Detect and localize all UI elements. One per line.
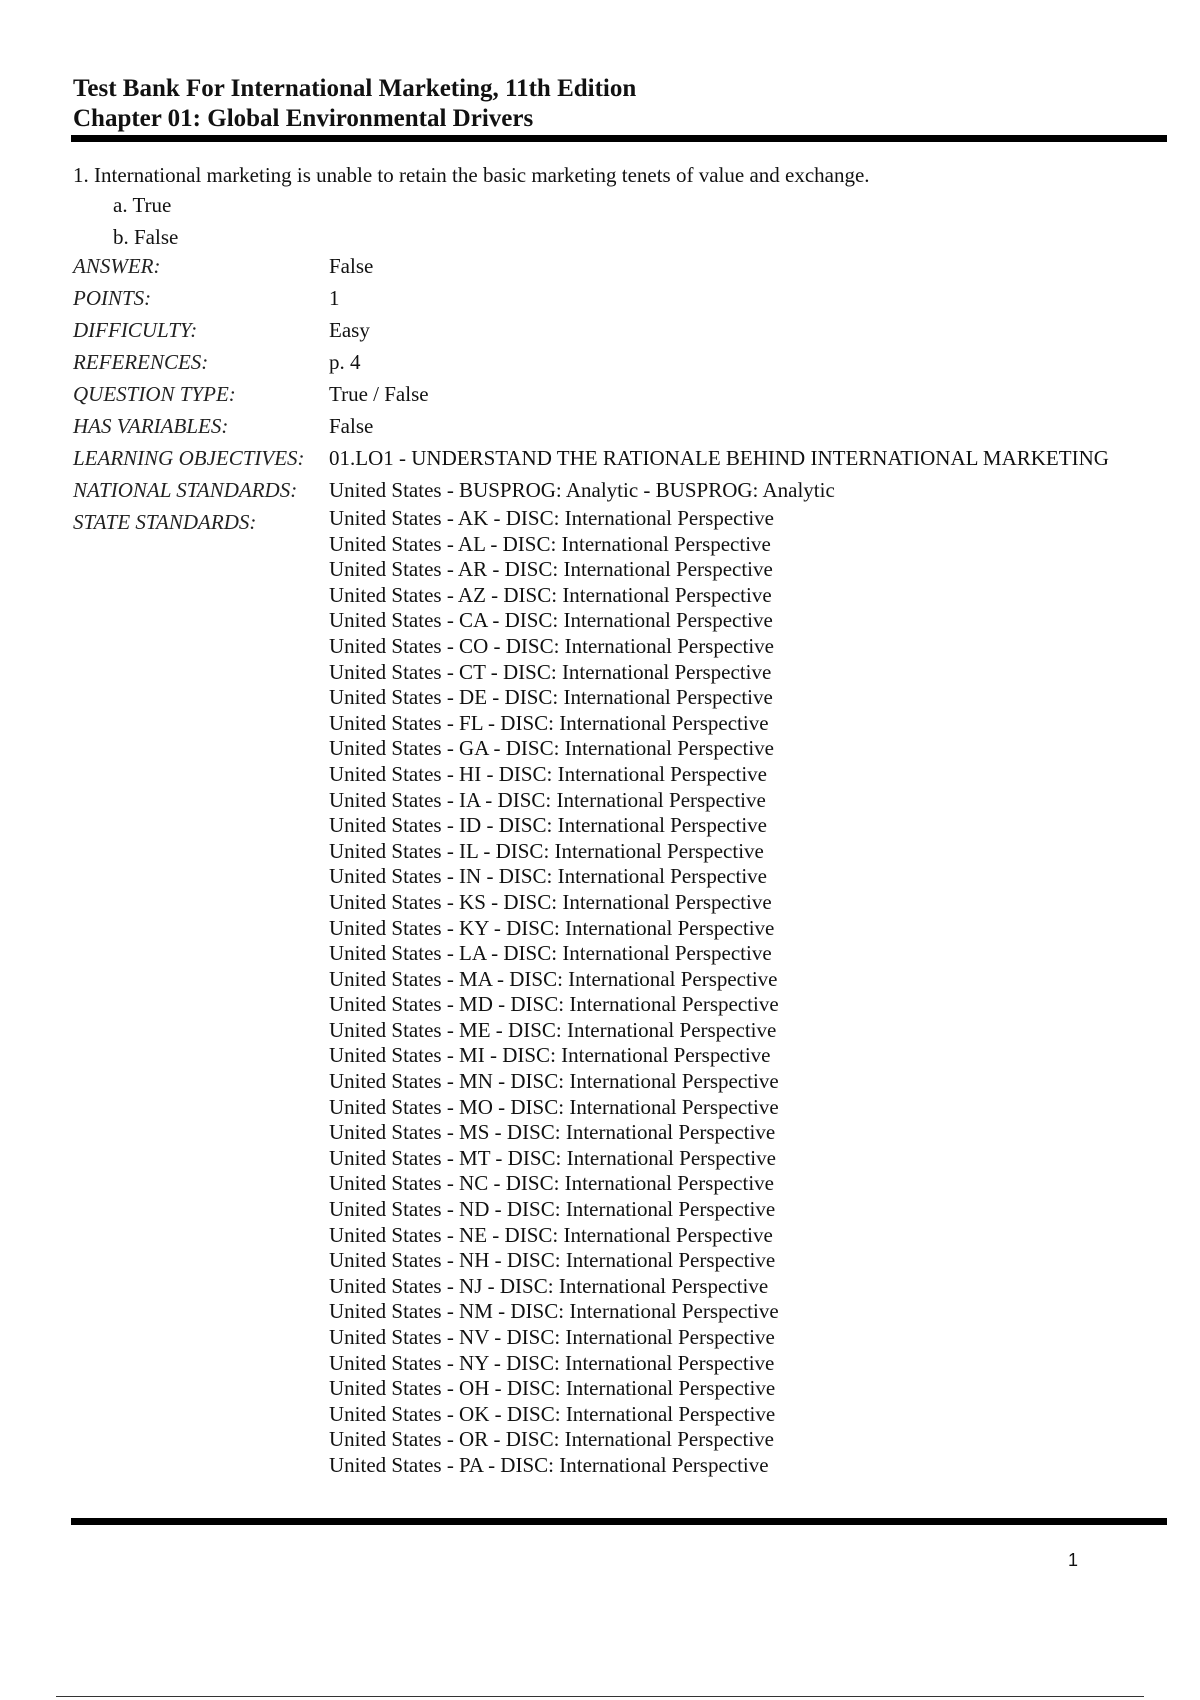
state-standard-item: United States - GA - DISC: International Perspective: [329, 736, 774, 761]
state-standards-list: [329, 506, 779, 1479]
state-standard-item: United States - FL - DISC: International Perspective: [329, 710, 769, 735]
state-standard-item: United States - MD - DISC: International Perspective: [329, 992, 779, 1017]
state-standard-item: United States - HI - DISC: International Perspective: [329, 761, 767, 786]
page-number: 1: [1068, 1550, 1079, 1570]
meta-label: POINTS:: [73, 286, 152, 310]
state-standard-item: United States - OH - DISC: International Perspective: [329, 1376, 776, 1401]
meta-value: False: [329, 254, 374, 278]
state-standard-item: United States - MN - DISC: International Perspective: [329, 1069, 779, 1094]
state-standard-item: United States - NV - DISC: International Perspective: [329, 1325, 775, 1349]
state-standard-item: United States - KS - DISC: International Perspective: [329, 889, 772, 914]
meta-has-variables: [73, 410, 1109, 442]
state-standard-item: United States - CT - DISC: International Perspective: [329, 659, 772, 684]
state-standard-item: United States - AZ - DISC: International Perspective: [329, 582, 772, 607]
meta-label: DIFFICULTY:: [73, 318, 198, 342]
meta-value: Easy: [329, 318, 370, 342]
state-standard-item: United States - CO - DISC: International Perspective: [329, 633, 774, 658]
document-header: [73, 74, 1165, 134]
state-standard-item: United States - MS - DISC: International Perspective: [329, 1120, 776, 1145]
state-standard-item: United States - DE - DISC: International Perspective: [329, 685, 773, 710]
meta-label: QUESTION TYPE:: [73, 382, 236, 406]
state-standard-item: United States - NC - DISC: International Perspective: [329, 1171, 774, 1196]
footer-divider: [71, 1518, 1167, 1525]
choice-false: b. False: [113, 225, 179, 249]
meta-label: STATE STANDARDS:: [73, 510, 257, 534]
meta-learning-objectives: [73, 442, 1109, 474]
meta-points: [73, 282, 1109, 314]
meta-value: True / False: [329, 382, 429, 406]
state-standard-item: United States - IN - DISC: International Perspective: [329, 864, 767, 889]
meta-question-type: [73, 378, 1109, 410]
question-metadata: [73, 250, 1109, 538]
state-standard-item: United States - CA - DISC: International Perspective: [329, 608, 773, 633]
state-standard-item: United States - MO - DISC: International Perspective: [329, 1094, 779, 1119]
state-standard-item: United States - MT - DISC: International Perspective: [329, 1145, 776, 1170]
state-standard-item: United States - ME - DISC: International Perspective: [329, 1017, 777, 1042]
meta-value: p. 4: [329, 350, 361, 374]
state-standard-item: United States - AL - DISC: International Perspective: [329, 531, 771, 556]
state-standard-item: United States - OR - DISC: International Perspective: [329, 1427, 774, 1452]
meta-label: ANSWER:: [73, 254, 161, 278]
state-standard-item: United States - NJ - DISC: International Perspective: [329, 1273, 769, 1298]
document-title: Test Bank For International Marketing, 11th Edition: [73, 75, 637, 102]
state-standard-item: United States - OK - DISC: International Perspective: [329, 1401, 776, 1426]
page-edge-line: [56, 1696, 1144, 1697]
state-standard-item: United States - PA - DISC: International Perspective: [329, 1452, 769, 1477]
state-standard-item: United States - KY - DISC: International Perspective: [329, 915, 775, 940]
state-standard-item: United States - NE - DISC: International Perspective: [329, 1222, 773, 1247]
state-standard-item: United States - IL - DISC: International Perspective: [329, 838, 764, 863]
header-divider: [71, 135, 1167, 142]
meta-label: NATIONAL STANDARDS:: [73, 478, 298, 502]
state-standard-item: United States - AR - DISC: International Perspective: [329, 557, 773, 582]
state-standard-item: United States - IA - DISC: International Perspective: [329, 787, 766, 812]
meta-label: HAS VARIABLES:: [73, 414, 229, 438]
question-text: 1. International marketing is unable to retain the basic marketing tenets of value and exchange.: [73, 163, 870, 187]
meta-label: REFERENCES:: [73, 350, 209, 374]
meta-difficulty: [73, 314, 1109, 346]
meta-value: United States - BUSPROG: Analytic - BUSPROG: Analytic: [329, 478, 835, 502]
state-standard-item: United States - LA - DISC: International Perspective: [329, 941, 772, 966]
chapter-title: Chapter 01: Global Environmental Drivers: [73, 105, 534, 132]
state-standard-item: United States - MI - DISC: International Perspective: [329, 1043, 771, 1068]
state-standard-item: United States - MA - DISC: International Perspective: [329, 966, 778, 991]
meta-value: 01.LO1 - UNDERSTAND THE RATIONALE BEHIND INTERNATIONAL MARKETING: [329, 446, 1109, 470]
choice-true: a. True: [113, 193, 172, 217]
answer-choices: [113, 189, 178, 253]
state-standard-item: United States - NH - DISC: International Perspective: [329, 1248, 776, 1273]
meta-references: [73, 346, 1109, 378]
state-standard-item: United States - NM - DISC: International Perspective: [329, 1299, 779, 1324]
state-standard-item: United States - ND - DISC: International Perspective: [329, 1197, 776, 1222]
meta-answer: [73, 250, 1109, 282]
state-standard-item: United States - AK - DISC: International Perspective: [329, 506, 774, 530]
meta-value: 1: [329, 286, 340, 310]
state-standard-item: United States - NY - DISC: International Perspective: [329, 1350, 775, 1375]
meta-label: LEARNING OBJECTIVES:: [73, 446, 305, 470]
meta-value: False: [329, 414, 374, 438]
state-standard-item: United States - ID - DISC: International Perspective: [329, 813, 767, 838]
meta-national-standards: [73, 474, 1109, 506]
